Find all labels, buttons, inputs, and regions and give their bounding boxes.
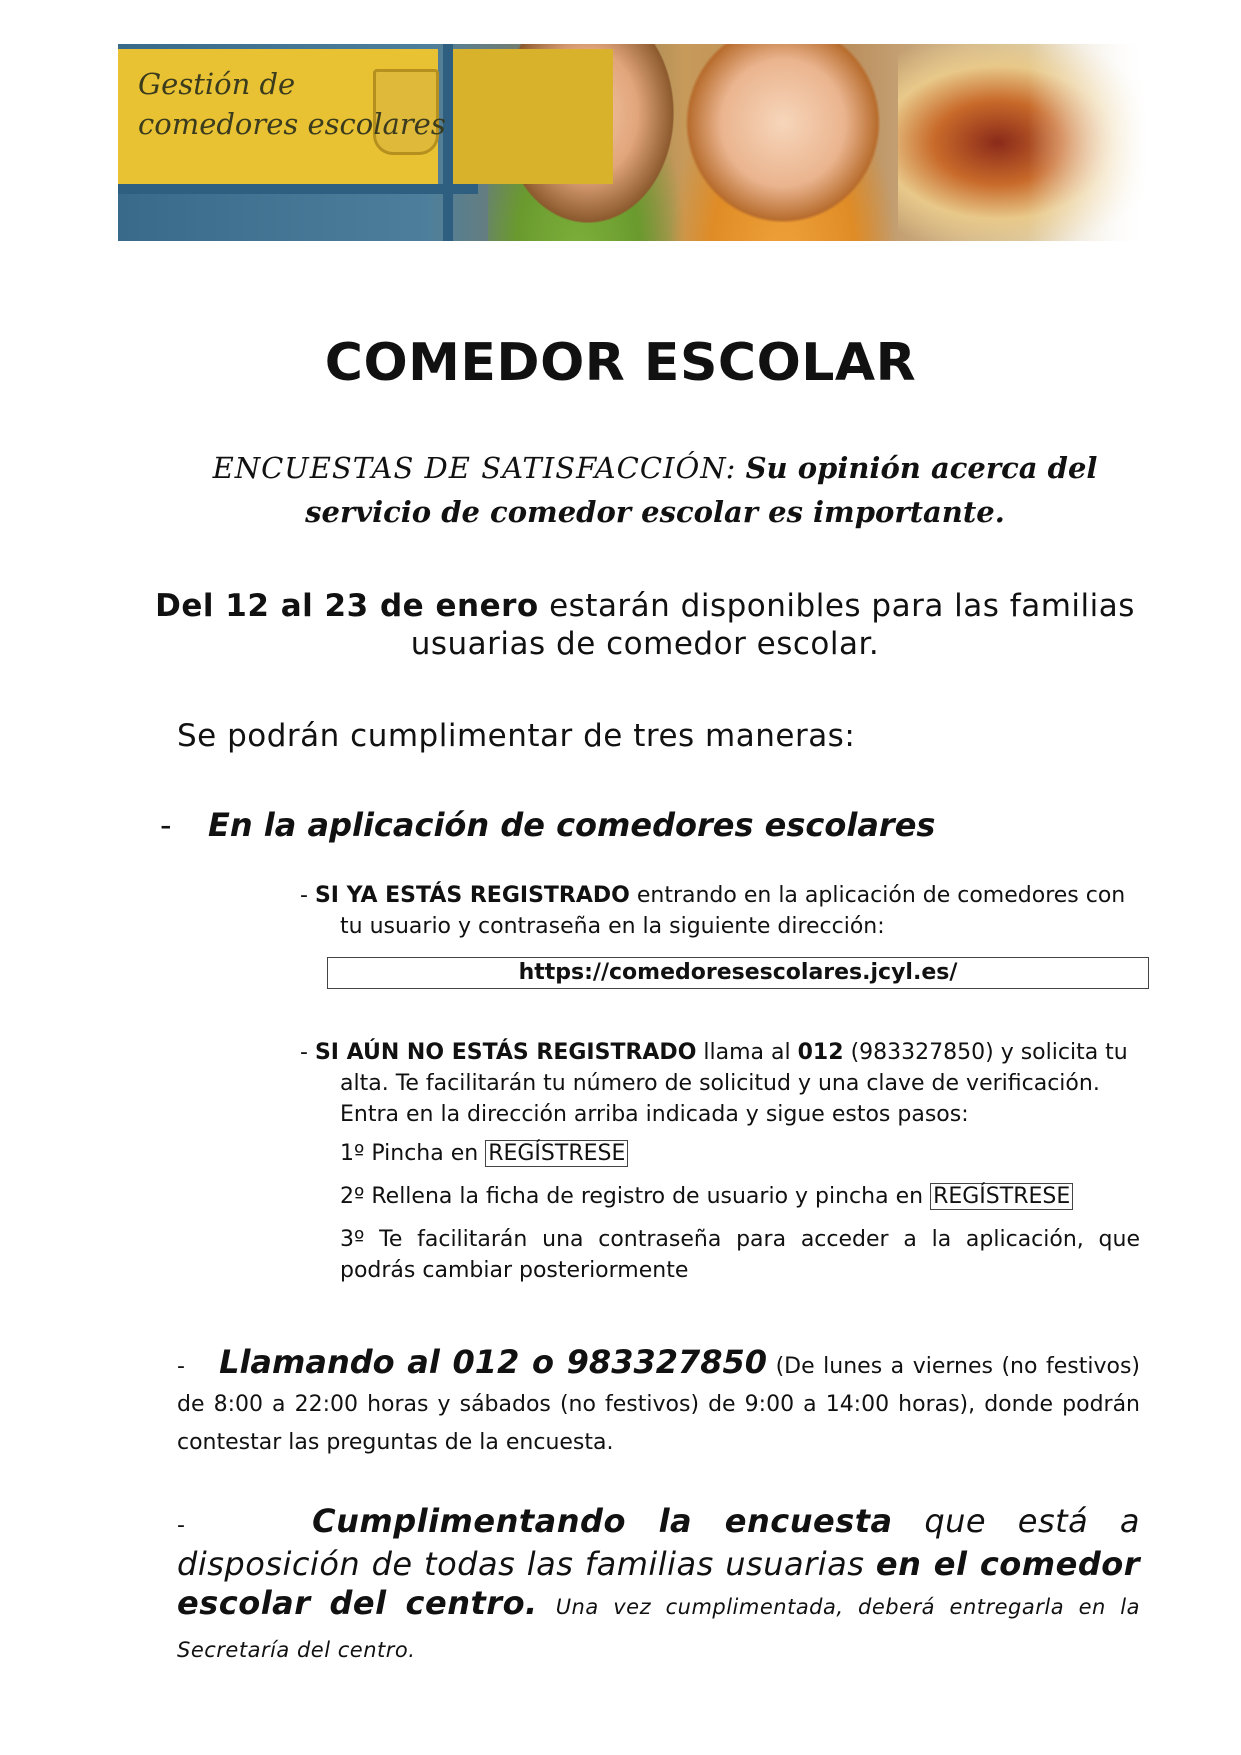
step-2: 2º Rellena la ficha de registro de usuario y pincha en REGÍSTRESE: [340, 1181, 1073, 1212]
register-button-ref: REGÍSTRESE: [930, 1183, 1073, 1210]
registered-paragraph: - SI YA ESTÁS REGISTRADO entrando en la aplicación de comedores con tu usuario y contraseña en la siguiente dirección:: [300, 883, 1126, 939]
method-app-heading: - En la aplicación de comedores escolares: [160, 806, 936, 844]
app-url-link[interactable]: https://comedoresescolares.jcyl.es/: [327, 957, 1149, 989]
unregistered-paragraph: - SI AÚN NO ESTÁS REGISTRADO llama al 012 (983327850) y solicita tu alta. Te facilitarán tu número de solicitud y una clave de verificación. Entra en la dirección arriba indicada y sigue estos pasos:: [300, 1040, 1128, 1127]
register-button-ref: REGÍSTRESE: [485, 1140, 628, 1167]
method-phone: - Llamando al 012 o 983327850 (De lunes a viernes (no festivos) de 8:00 a 22:00 horas y sábados (no festivos) de 9:00 a 14:00 horas), donde podrán contestar las preguntas de la encuesta.: [177, 1343, 1140, 1455]
header-banner: [118, 44, 1148, 241]
page-title: COMEDOR ESCOLAR: [324, 333, 917, 393]
dates-paragraph: Del 12 al 23 de enero estarán disponibles para las familias usuarias de comedor escolar.: [155, 588, 1135, 662]
subtitle: ENCUESTAS DE SATISFACCIÓN: Su opinión acerca del servicio de comedor escolar es importante.: [212, 451, 1098, 529]
ways-intro: Se podrán cumplimentar de tres maneras:: [177, 718, 856, 754]
step-1: 1º Pincha en REGÍSTRESE: [340, 1138, 628, 1169]
step-3: 3º Te facilitarán una contraseña para acceder a la aplicación, que podrás cambiar posteriormente: [340, 1227, 1140, 1283]
banner-logo-text: Gestión de comedores escolares: [138, 67, 446, 141]
method-paper: - Cumplimentando la encuesta que está a disposición de todas las familias usuarias en el comedor escolar del centro. Una vez cumplimentada, deberá entregarla en la Secretaría del centro.: [177, 1502, 1141, 1662]
child-photo-right: [668, 44, 898, 241]
